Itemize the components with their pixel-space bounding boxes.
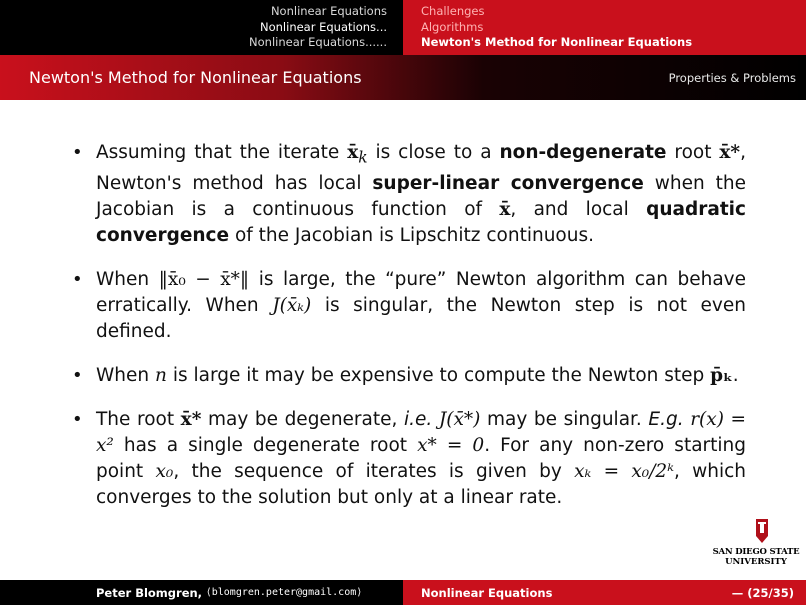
footer-bar	[0, 580, 806, 605]
frame-section-label: Properties & Problems	[668, 70, 796, 85]
section-navigation	[0, 0, 403, 55]
bullet-text-4: The root x̄* may be degenerate, i.e. J(x̄*) may be singular. E.g. r(x) = x² has a single degenerate root x* = 0. For any non-zero starting point x₀, the sequence of iterates is given by xₖ = x₀/2ᵏ, which converges to the solution but only at a linear rate.	[96, 408, 747, 508]
bullet-text-1: Assuming that the iterate $x̄_k$ is close to a non-degenerate root x̄*, Newton's method has local super-linear convergence when the Jacobian is a continuous function of x̄, and local quadratic convergence of the Jacobian is Lipschitz continuous.	[96, 142, 746, 246]
bullet-dot-icon: •	[72, 142, 83, 163]
subsection-navigation	[403, 0, 806, 55]
nav-subsection-algorithms[interactable]: Algorithms	[421, 19, 484, 34]
footer-author: Peter Blomgren,	[96, 585, 203, 600]
bullet-dot-icon: •	[72, 268, 83, 290]
nav-section-1[interactable]: Nonlinear Equations	[270, 4, 387, 19]
bullet-dot-icon: •	[72, 408, 83, 430]
logo-line-2: UNIVERSITY	[725, 557, 787, 567]
footer-title-block	[403, 580, 806, 605]
nav-section-2[interactable]: Nonlinear Equations...	[260, 19, 387, 34]
nav-subsection-newton[interactable]: Newton's Method for Nonlinear Equations	[421, 35, 693, 50]
university-logo	[710, 515, 802, 570]
frame-title-bar	[0, 55, 806, 100]
bullet-dot-icon: •	[72, 364, 83, 386]
frame-title: Newton's Method for Nonlinear Equations	[29, 68, 362, 87]
bullet-item-2	[62, 267, 746, 345]
sdsu-seal-icon	[755, 518, 769, 544]
navigation-bar	[0, 0, 806, 55]
bullet-item-3	[62, 363, 746, 389]
footer-email: ⟨blomgren.peter@gmail.com⟩	[205, 587, 363, 598]
nav-subsection-challenges[interactable]: Challenges	[421, 4, 485, 19]
bullet-text-3: When n is large it may be expensive to compute the Newton step p̄ₖ.	[96, 364, 739, 386]
slide-content	[62, 140, 746, 529]
bullet-item-4	[62, 407, 746, 511]
nav-section-3[interactable]: Nonlinear Equations......	[249, 35, 387, 50]
footer-page-number: — (25/35)	[731, 585, 794, 600]
bullet-text-2: When ‖x̄₀ − x̄*‖ is large, the “pure” Newton algorithm can behave erratically. When J(x̄ₖ) is singular, the Newton step is not even defined.	[96, 268, 747, 342]
bullet-item-1	[62, 140, 746, 249]
footer-talk-title: Nonlinear Equations	[421, 585, 553, 600]
footer-author-block	[0, 580, 403, 605]
logo-line-1: SAN DIEGO STATE	[712, 547, 800, 557]
